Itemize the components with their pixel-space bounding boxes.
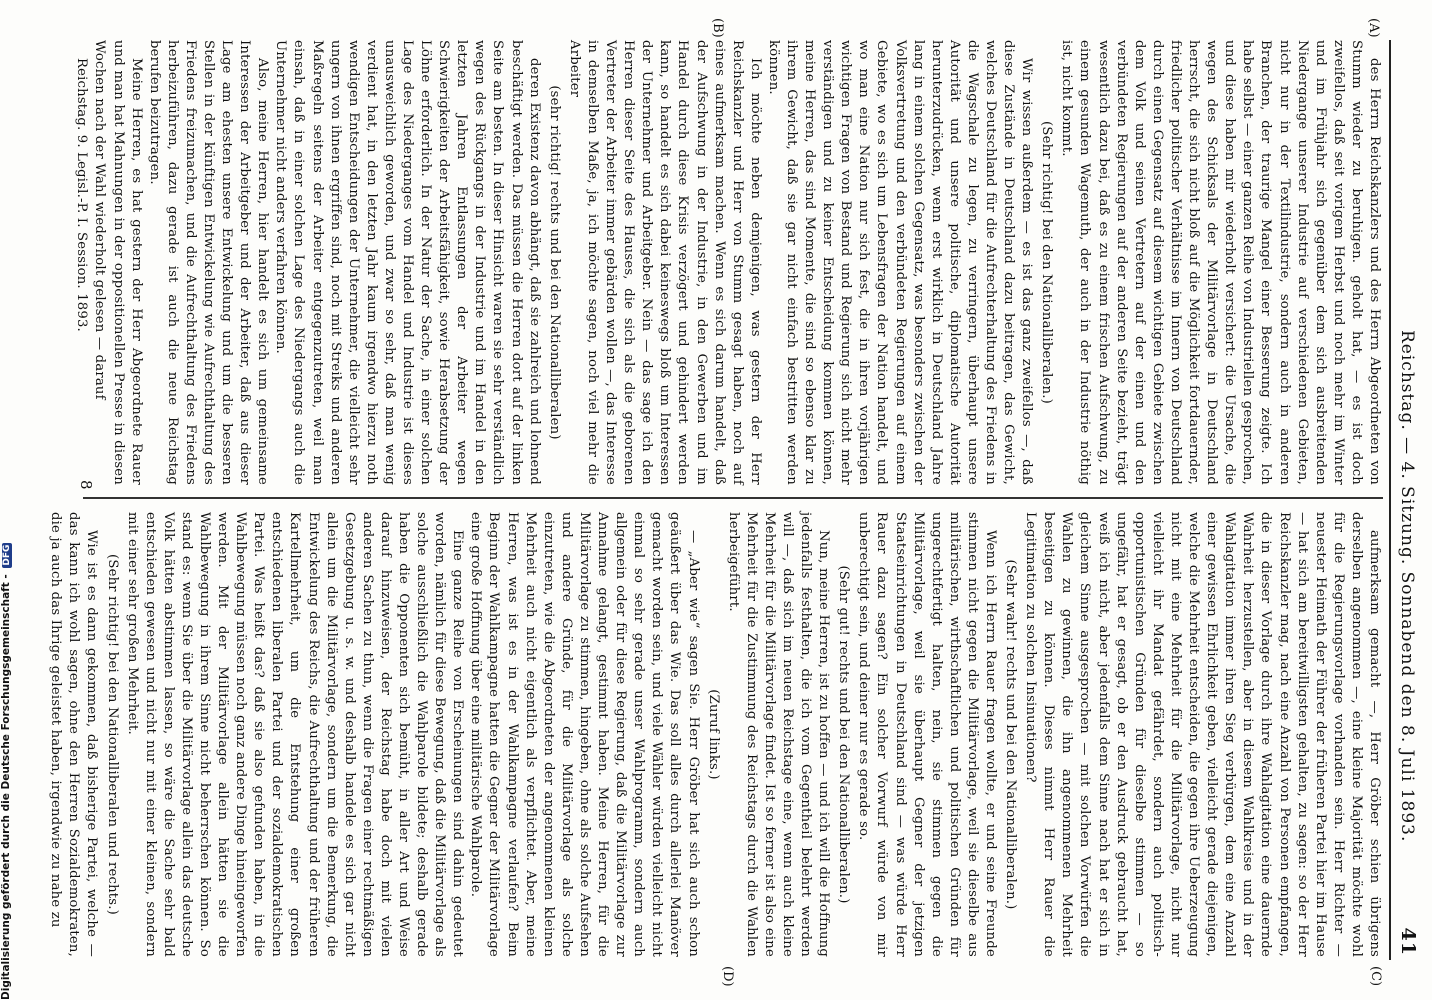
paragraph: Wenn ich Herrn Rauer fragen wollte, er und seine Freunde stimmen nicht gegen die Militärvorlage, weil sie dieselbe aus militärischen, wirthschaftlichen und politischen Gründen für ungerechtfertigt halten, nein, sie stimmen gegen die Militärvorlage, weil sie überhaupt Gegner der jetzigen Staatseinrichtungen in Deutschland sind — was würde Herr Rauer dazu sagen? Ein solcher Vorwurf würde von mir unberechtigt sein, und deiner nur es gerade so. [856, 512, 999, 957]
page-number: 41 [1397, 927, 1419, 956]
interjection: (Sehr wahr! rechts und bei den Nationalliberalen.) [1003, 559, 1019, 910]
paragraph: aufmerksam gemacht —, Herr Gröber schien übrigens derselben angenommen —, eine kleine Majorität möchte wohl für die Regierungsvorlage vorhanden sein. Herr Richter — neuester Heimath der Führer der früheren Partei hier im Hause — hat sich am bereitwilligsten gehalten, zu sagen: so der Herr Reichskanzler mag, nach eine Anzahl von Personen empfangen, die in dieser Vorlage durch ihre Wahlagitation eine dauernde Wahrheit herzustellen, aber in diesem Wahlkreise und in der Wahlagitation immer ihren Sieg verbürgen, dem eine Anzahl einer gewissen Ehrlichkeit geben, vielleicht gerade diejenigen, welche die Mehrheit entscheiden, die gegen ihre Ueberzeugung nicht mit eine Mehrheit für die Militärvorlage, nicht nur vielleicht ihr Mandat gefährdet, sondern auch politisch-opportunistischen Gründen für dieselbe stimmen — so ungefähr, hat er gesagt, ob er den Ausdruck gebraucht hat, weiß ich nicht, aber jedenfalls dem Sinne nach hat er sich in gleichem Sinne ausgesprochen — mit solchen Vorwürfen die Wahlen zu gewinnen, die ihn angenommenen Mehrheit beseitigen zu können. Dieses nimmt Herr Rauer die Legitimation zu solchen Insinuationen? [1023, 512, 1382, 957]
dfg-logo: DFG [2, 544, 12, 566]
interjection: (Zuruf links.) [705, 689, 721, 780]
margin-mark-a: (A) [1366, 18, 1381, 38]
column-divider [83, 497, 1383, 499]
digitization-footer [0, 544, 14, 1000]
bottom-number: 8 [77, 480, 95, 490]
margin-mark-b: (B) [710, 18, 725, 38]
paragraph: des Herrn Reichskanzlers und des Herrn Abgeordneten von Stumm wieder zu beruhigen. geholt hat, — es ist doch zweifellos, daß seit vorigem Herbst und noch mehr im Winter und im Frühjahr sich gegenüber dem sich ausbreitenden Niedergange unserer Industrie auf verschiedenen Gebieten, nicht nur in der Textilindustrie, sondern auch in anderen Branchen, der traurige Mangel einer Besserung zeigte. Ich habe selbst — einer ganzen Reihe von Industriellen gesprochen, und diese haben mir wiederholt versichert: die Ursache, die wegen des Schicksals der Militärvorlage in Deutschland herrscht, die sich nicht bloß auf die Möglichkeit fortdauernder, friedlicher politischer Verhältnisse im Innern von Deutschland durch einen Gegensatz auf diesem wichtigen Gebiete zwischen dem Volk und seinen Vertretern auf der einen und den verbündeten Regierungen auf der anderen Seite bezieht, trägt wesentlich dazu bei, daß es zu einem frischen Aufschwung, zu einem gesunden Wagemuth, der auch in der Industrie nöthig ist, nicht kommt. [1059, 40, 1382, 485]
signature-line: Reichstag. 9. Legisl.-P. I. Session. 1893. [74, 58, 90, 332]
rotated-document-page [45, 0, 1425, 1000]
paragraph: Wie ist es dann gekommen, daß bisherige Partei, welche — das kann ich wohl sagen, ohne den Herren Sozialdemokraten, die ja auch das Ihrige geleistet haben, irgendwie zu nahe zu [48, 512, 100, 957]
margin-mark-d: (D) [720, 966, 735, 987]
margin-mark-c: (C) [1368, 966, 1383, 987]
paragraph: Ich möchte neben demjenigen, was gestern der Herr Reichskanzler und Herr von Stumm gesagt haben, noch auf eines aufmerksam machen. Wenn es sich darum handelt, daß der Aufschwung in der Industrie, in den Gewerben und im Handel durch diese Krisis verzögert und gehindert werden kann, so handelt es sich dabei keineswegs bloß um Interessen der Unternehmer und Arbeitgeber. Nein — das sage ich den Herren dieser Seite des Hauses, die sich als die geborenen Vertreter der Arbeiter immer gebärden wollen —, das Interesse in demselben Maße, ja, ich möchte sagen, noch viel mehr die Arbeiter [566, 40, 763, 485]
page-header [1389, 40, 1419, 960]
digitization-credit: Digitalisierung gefördert durch die Deutsche Forschungsgemeinschaft - [0, 574, 12, 1000]
paragraph: Also, meine Herren, hier handelt es sich um gemeinsame Interessen der Arbeitgeber und der Arbeiter, daß aus dieser Lage am ehesten unsere Entwickelung und um die besseren Stellen in der künftigen Entwickelung wie Aufrechthaltung des Friedens freizumachen, und die Aufrechthaltung des Friedens herbeizuführen, dazu gerade ist auch die neue Reichstag berufen beizutragen. [146, 40, 271, 485]
interjection: (Sehr gut! rechts und bei den Nationalliberalen.) [836, 565, 852, 904]
paragraph: Meine Herren, es hat gestern der Herr Abgeordnete Rauer und man hat Mahnungen in der oppositionellen Presse in diesen Wochen nach der Wahl wiederholt gelesen — darauf [92, 40, 144, 485]
paragraph: Wir wissen außerdem — es ist das ganz zweifellos —, daß diese Zustände in Deutschland dazu beitragen, das Gewicht, welches Deutschland für die Aufrechterhaltung des Friedens in die Wagschale zu legen, zu verringern, überhaupt unsere Autorität und unsere politische, diplomatische Autorität herunterzudrücken, wenn erst wirklich in Deutschland Jahre lang in einem solchen Gegensatz, was besonders zwischen der Volksvertretung und den verbündeten Regierungen auf einem Gebiete, wo es sich um Lebensfragen der Nation handelt, und wo man eine Nation nur sich fest, die in ihren vorjährigen wichtigen Fragen von Bestand und Regierung sich nicht mehr verständigen und zu keiner Entscheidung kommen können, meine Herren, das sind Momente, die sind so ebenso klar zu ihrem Gewicht, daß sie gar nicht einfach bestritten werden können. [765, 40, 1035, 485]
paragraph: Nun, meine Herren, ist zu hoffen — und ich will die Hoffnung jedenfalls festhalten, die ich vom Gegentheil belehrt werden will —, daß sich im neuen Reichstage eine, wenn auch kleine Mehrheit für die Militärvorlage findet. Ist so ferner ist also eine Mehrheit für die Zustimmung des Reichstags durch die Wahlen herbeigeführt. [725, 512, 832, 957]
running-title: Reichstag. — 4. Sitzung. Sonnabend den 8. Juli 1893. [1397, 330, 1417, 843]
paragraph: Eine ganze Reihe von Erscheinungen sind dahin gedeutet worden, nämlich für diese Bewegung, daß die Militärvorlage als solche ausschließlich die Wahlparole bildete; deshalb gerade haben die Opponenten sich bemüht, in aller Art und Weise darauf hinzuweisen, der Reichstag habe doch mit vielen anderen Sachen zu thun, wenn die Fragen einer rechtmäßigen Gesetzgebung u. s. w. und deshalb handele es sich gar nicht allein um die Militärvorlage, sondern um die Bemerkung, die Entwickelung des Reichs, die Aufrechthaltung und der früheren Kartellmehrheit, um die Entstehung einer großen entschiedenen liberalen Partei und der sozialdemokratischen Partei. Was heißt das? daß sie also gefunden haben, in die Wahlbewegung müssen noch ganz andere Dinge hineingeworfen werden. Mit der Militärvorlage allein hätten sie die Wahlbewegung in ihrem Sinne nicht beherrschen können. So stand es: wenn Sie über die Militärvorlage allein das deutsche Volk hätten abstimmen lassen, so wäre die Sache sehr bald entschieden gewesen und nicht nur mit einer kleinen, sondern mit einer sehr großen Mehrheit. [124, 512, 466, 957]
footer-text [0, 544, 14, 1000]
interjection: (sehr richtig! rechts und bei den Nationalliberalen) [546, 85, 562, 440]
interjection: (Sehr richtig! bei den Nationalliberalen und rechts.) [104, 553, 120, 915]
left-column [73, 40, 1383, 485]
interjection: (Sehr richtig! bei den Nationalliberalen.) [1039, 121, 1055, 404]
paragraph: deren Existenz davon abhängt, daß sie zahlreich und lohnend beschäftigt werden. Das müssen die Herren dort auf der linken Seite am besten. In dieser Hinsicht waren sie sehr verständlich wegen des Rückgangs in der Industrie und im Handel in den letzten Jahren Entlassungen der Arbeiter wegen Schwierigkeiten der Arbeitsfähigkeit, sowie Herabsetzung der Löhne erforderlich. In der Natur der Sache, in einer solchen Lage des Niederganges vom Handel und Industrie ist dieses unausweichlich geworden, und zwar so sehr, daß man wenig verdient hat, in den letzten Jahr kaum irgendwo hierzu noth wendigen Entscheidungen der Unternehmer, die vielleicht sehr ungern von ihnen ergriffen sind, noch mit Streiks und anderen Maßregeln seitens der Arbeiter entgegenzutreten, weil man einsah, daß in einer solchen Lage des Niedergangs auch die Unternehmer nicht anders verfahren können. [273, 40, 542, 485]
paragraph: — „Aber wie“ sagen Sie. Herr Gröber hat sich auch schon geäußert über das Wie. Das soll alles durch allerlei Manöver gemacht worden sein, und viele Wähler würden vielleicht nicht einmal so sehr gerade unser Wahlprogramm, sondern auch allgemein oder für diese Regierung, daß die Militärvorlage zur Annahme gelangt, gestimmt haben. Meine Herren, für die Militärvorlage zu stimmen, hingeben, ohne als solche Aufsehen und andere Gründe, für die Militärvorlage als solche einzutreten, wie die Abgeordneten der angenommenen kleinen Mehrheit auch nicht eigentlich als verpflichtet. Aber, meine Herren, was ist es in der Wahlkampagne verlaufen? Beim Beginn der Wahlkampagne hatten die Gegner der Militärvorlage eine große Hoffnung über eine militärische Wahlparole. [468, 512, 701, 957]
right-column [48, 512, 1383, 957]
